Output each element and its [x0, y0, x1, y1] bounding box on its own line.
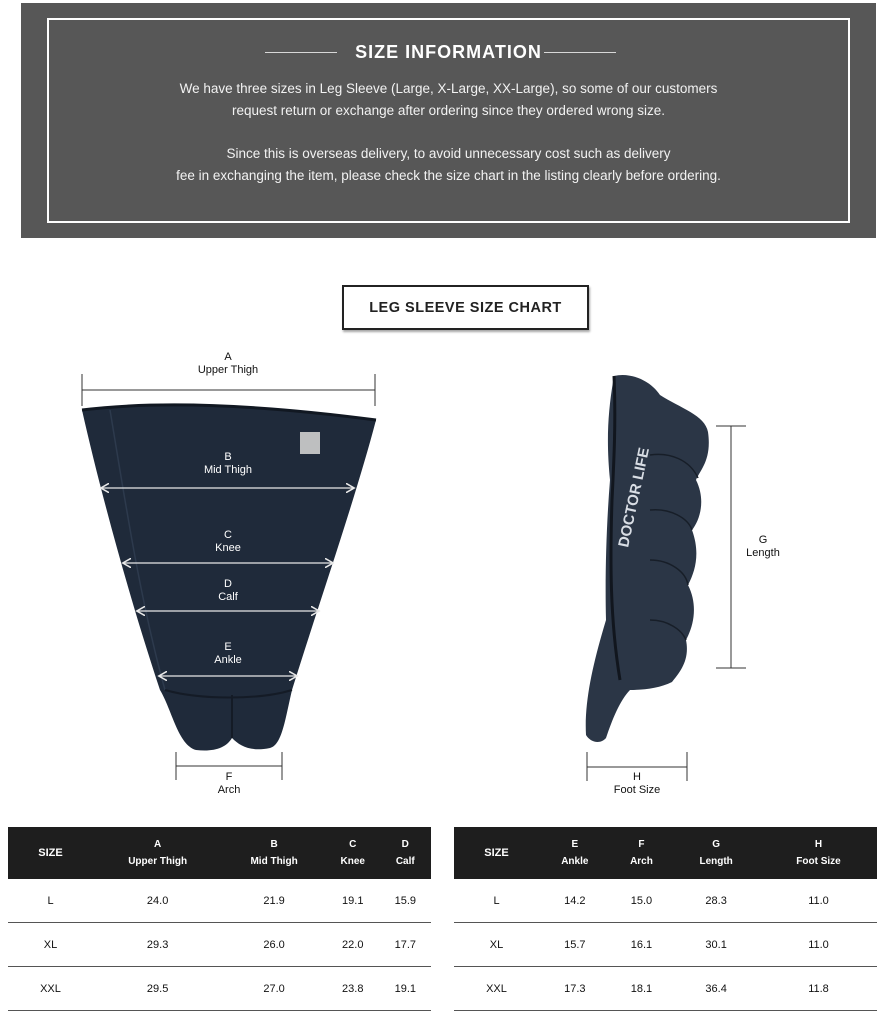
table-row	[454, 879, 877, 923]
value-cell: 11.0	[760, 923, 877, 967]
column-header-h: H Foot Size	[760, 827, 877, 879]
value-cell: 18.1	[611, 967, 673, 1011]
value-cell: 36.4	[672, 967, 760, 1011]
label-knee: C Knee	[215, 529, 241, 554]
table-row	[8, 923, 431, 967]
table-row	[8, 879, 431, 923]
size-table-2	[454, 827, 877, 1011]
column-header-d: D Calf	[380, 827, 431, 879]
column-header-e: E Ankle	[539, 827, 611, 879]
table-header-row	[454, 827, 877, 879]
size-cell: L	[454, 879, 539, 923]
side-sleeve-image	[586, 375, 709, 742]
size-cell: XL	[8, 923, 93, 967]
value-cell: 24.0	[93, 879, 222, 923]
table-row	[454, 923, 877, 967]
value-cell: 11.0	[760, 879, 877, 923]
size-cell: L	[8, 879, 93, 923]
value-cell: 14.2	[539, 879, 611, 923]
label-upper-thigh: A Upper Thigh	[197, 351, 259, 376]
value-cell: 26.0	[222, 923, 326, 967]
size-table-1	[8, 827, 431, 1011]
value-cell: 19.1	[326, 879, 380, 923]
value-cell: 15.0	[611, 879, 673, 923]
table-row	[8, 967, 431, 1011]
value-cell: 15.7	[539, 923, 611, 967]
label-foot-size: H Foot Size	[613, 771, 661, 796]
table-header-row	[8, 827, 431, 879]
value-cell: 29.5	[93, 967, 222, 1011]
table-row	[454, 967, 877, 1011]
column-header-b: B Mid Thigh	[222, 827, 326, 879]
value-cell: 15.9	[380, 879, 431, 923]
size-column-header: SIZE	[8, 827, 93, 879]
value-cell: 19.1	[380, 967, 431, 1011]
value-cell: 17.3	[539, 967, 611, 1011]
column-header-c: C Knee	[326, 827, 380, 879]
label-calf: D Calf	[218, 578, 238, 603]
column-header-g: G Length	[672, 827, 760, 879]
value-cell: 23.8	[326, 967, 380, 1011]
banner-text-line: Since this is overseas delivery, to avoid unnecessary cost such as delivery	[226, 146, 671, 161]
column-header-a: A Upper Thigh	[93, 827, 222, 879]
value-cell: 16.1	[611, 923, 673, 967]
size-cell: XL	[454, 923, 539, 967]
label-mid-thigh: B Mid Thigh	[203, 451, 253, 476]
value-cell: 29.3	[93, 923, 222, 967]
label-ankle: E Ankle	[214, 641, 242, 666]
size-cell: XXL	[454, 967, 539, 1011]
banner-text-line: We have three sizes in Leg Sleeve (Large, X-Large, XX-Large), so some of our customers	[179, 81, 718, 96]
value-cell: 11.8	[760, 967, 877, 1011]
value-cell: 27.0	[222, 967, 326, 1011]
size-column-header: SIZE	[454, 827, 539, 879]
size-cell: XXL	[8, 967, 93, 1011]
label-length: G Length	[746, 534, 780, 559]
value-cell: 28.3	[672, 879, 760, 923]
value-cell: 30.1	[672, 923, 760, 967]
banner-text-line: request return or exchange after ordering since they ordered wrong size.	[232, 103, 665, 118]
size-chart-title: LEG SLEEVE SIZE CHART	[342, 285, 589, 330]
value-cell: 17.7	[380, 923, 431, 967]
label-arch: F Arch	[217, 771, 241, 796]
banner-title: SIZE INFORMATION	[355, 42, 542, 62]
column-header-f: F Arch	[611, 827, 673, 879]
value-cell: 21.9	[222, 879, 326, 923]
value-cell: 22.0	[326, 923, 380, 967]
dimension-upper-thigh	[82, 374, 375, 406]
banner-text-line: fee in exchanging the item, please check the size chart in the listing clearly before ordering.	[176, 168, 721, 183]
brand-logo: DOCTOR LIFE	[615, 446, 653, 549]
